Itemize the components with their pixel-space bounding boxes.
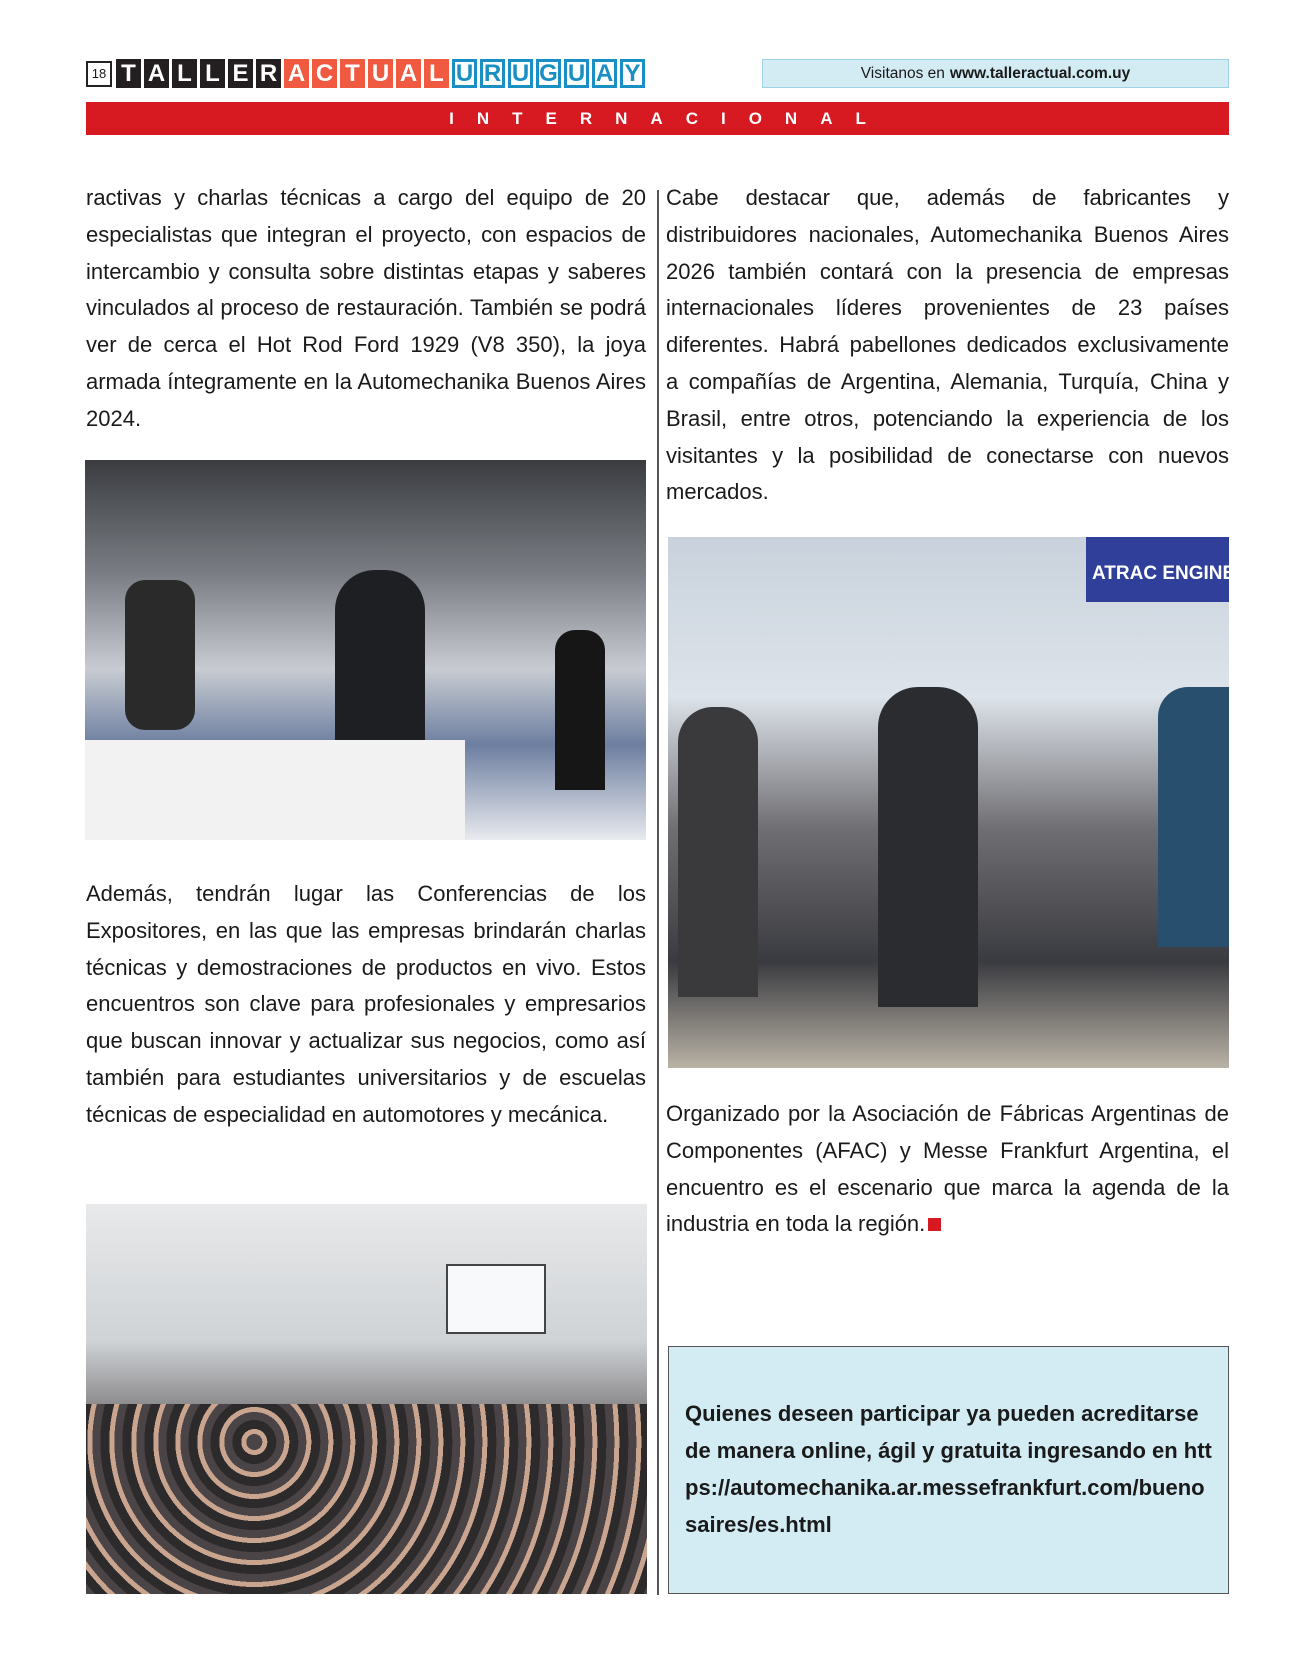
visit-url[interactable]: www.talleractual.com.uy [949,64,1131,82]
photo-conference-audience [86,1204,647,1594]
registration-callout: Quienes deseen participar ya pueden acreditarse de manera online, ágil y gratuita ingresando en https://automechanika.ar.messefrankfurt.com/buenosaires/es.html [668,1346,1229,1594]
masthead [86,58,648,89]
brand-letter: R [256,59,281,88]
brand-letter: L [200,59,225,88]
section-title: INTERNACIONAL [86,102,1229,135]
brand-letter: U [452,59,477,88]
page-number: 18 [86,61,112,87]
brand-letter: Y [620,59,645,88]
left-paragraph-2: Además, tendrán lugar las Conferencias de los Expositores, en las que las empresas brindarán charlas técnicas y demostraciones de productos en vivo. Estos encuentros son clave para profesionales y empresarios que buscan innovar y actualizar sus negocios, como así también para estudiantes universitarios y de escuelas técnicas de especialidad en automotores y mecánica. [86,881,646,1127]
left-paragraph-1: ractivas y charlas técnicas a cargo del equipo de 20 especialistas que integran el proyecto, con espacios de intercambio y consulta sobre distintas etapas y saberes vinculados al proceso de restauración. También se podrá ver de cerca el Hot Rod Ford 1929 (V8 350), la joya armada íntegramente en la Automechanika Buenos Aires 2024. [86,185,646,431]
brand-letter: A [592,59,617,88]
right-paragraph-2 [666,1096,1229,1243]
website-banner [762,59,1229,88]
brand-letter: C [312,59,337,88]
photo-stand-visitors [668,537,1267,1068]
brand-letter: L [424,59,449,88]
end-mark-icon [928,1218,941,1231]
right-paragraph-1: Cabe destacar que, además de fabricantes y distribuidores nacionales, Automechanika Buenos Aires 2026 también contará con la presencia de empresas internacionales líderes provenientes de 23 países diferentes. Habrá pabellones dedicados exclusivamente a compañías de Argentina, Alemania, Turquía, China y Brasil, entre otros, potenciando la experiencia de los visitantes y la posibilidad de conectarse con nuevos mercados. [666,185,1229,505]
brand-logo [116,59,648,88]
closing-text: Organizado por la Asociación de Fábricas Argentinas de Componentes (AFAC) y Messe Frankfurt Argentina, el encuentro es el escenario que marca la agenda de la industria en toda la región. [666,1101,1229,1237]
brand-letter: T [340,59,365,88]
brand-letter: A [396,59,421,88]
stand-sign: ATRAC ENGINEERI [1086,537,1229,602]
brand-letter: L [172,59,197,88]
brand-letter: U [508,59,533,88]
brand-letter: A [284,59,309,88]
visit-label: Visitanos en [860,64,945,82]
brand-letter: R [480,59,505,88]
brand-letter: U [368,59,393,88]
brand-letter: G [536,59,561,88]
brand-letter: E [228,59,253,88]
photo-exhibition-visitor [85,460,646,840]
brand-letter: U [564,59,589,88]
column-divider [657,190,659,1595]
brand-letter: A [144,59,169,88]
brand-letter: T [116,59,141,88]
